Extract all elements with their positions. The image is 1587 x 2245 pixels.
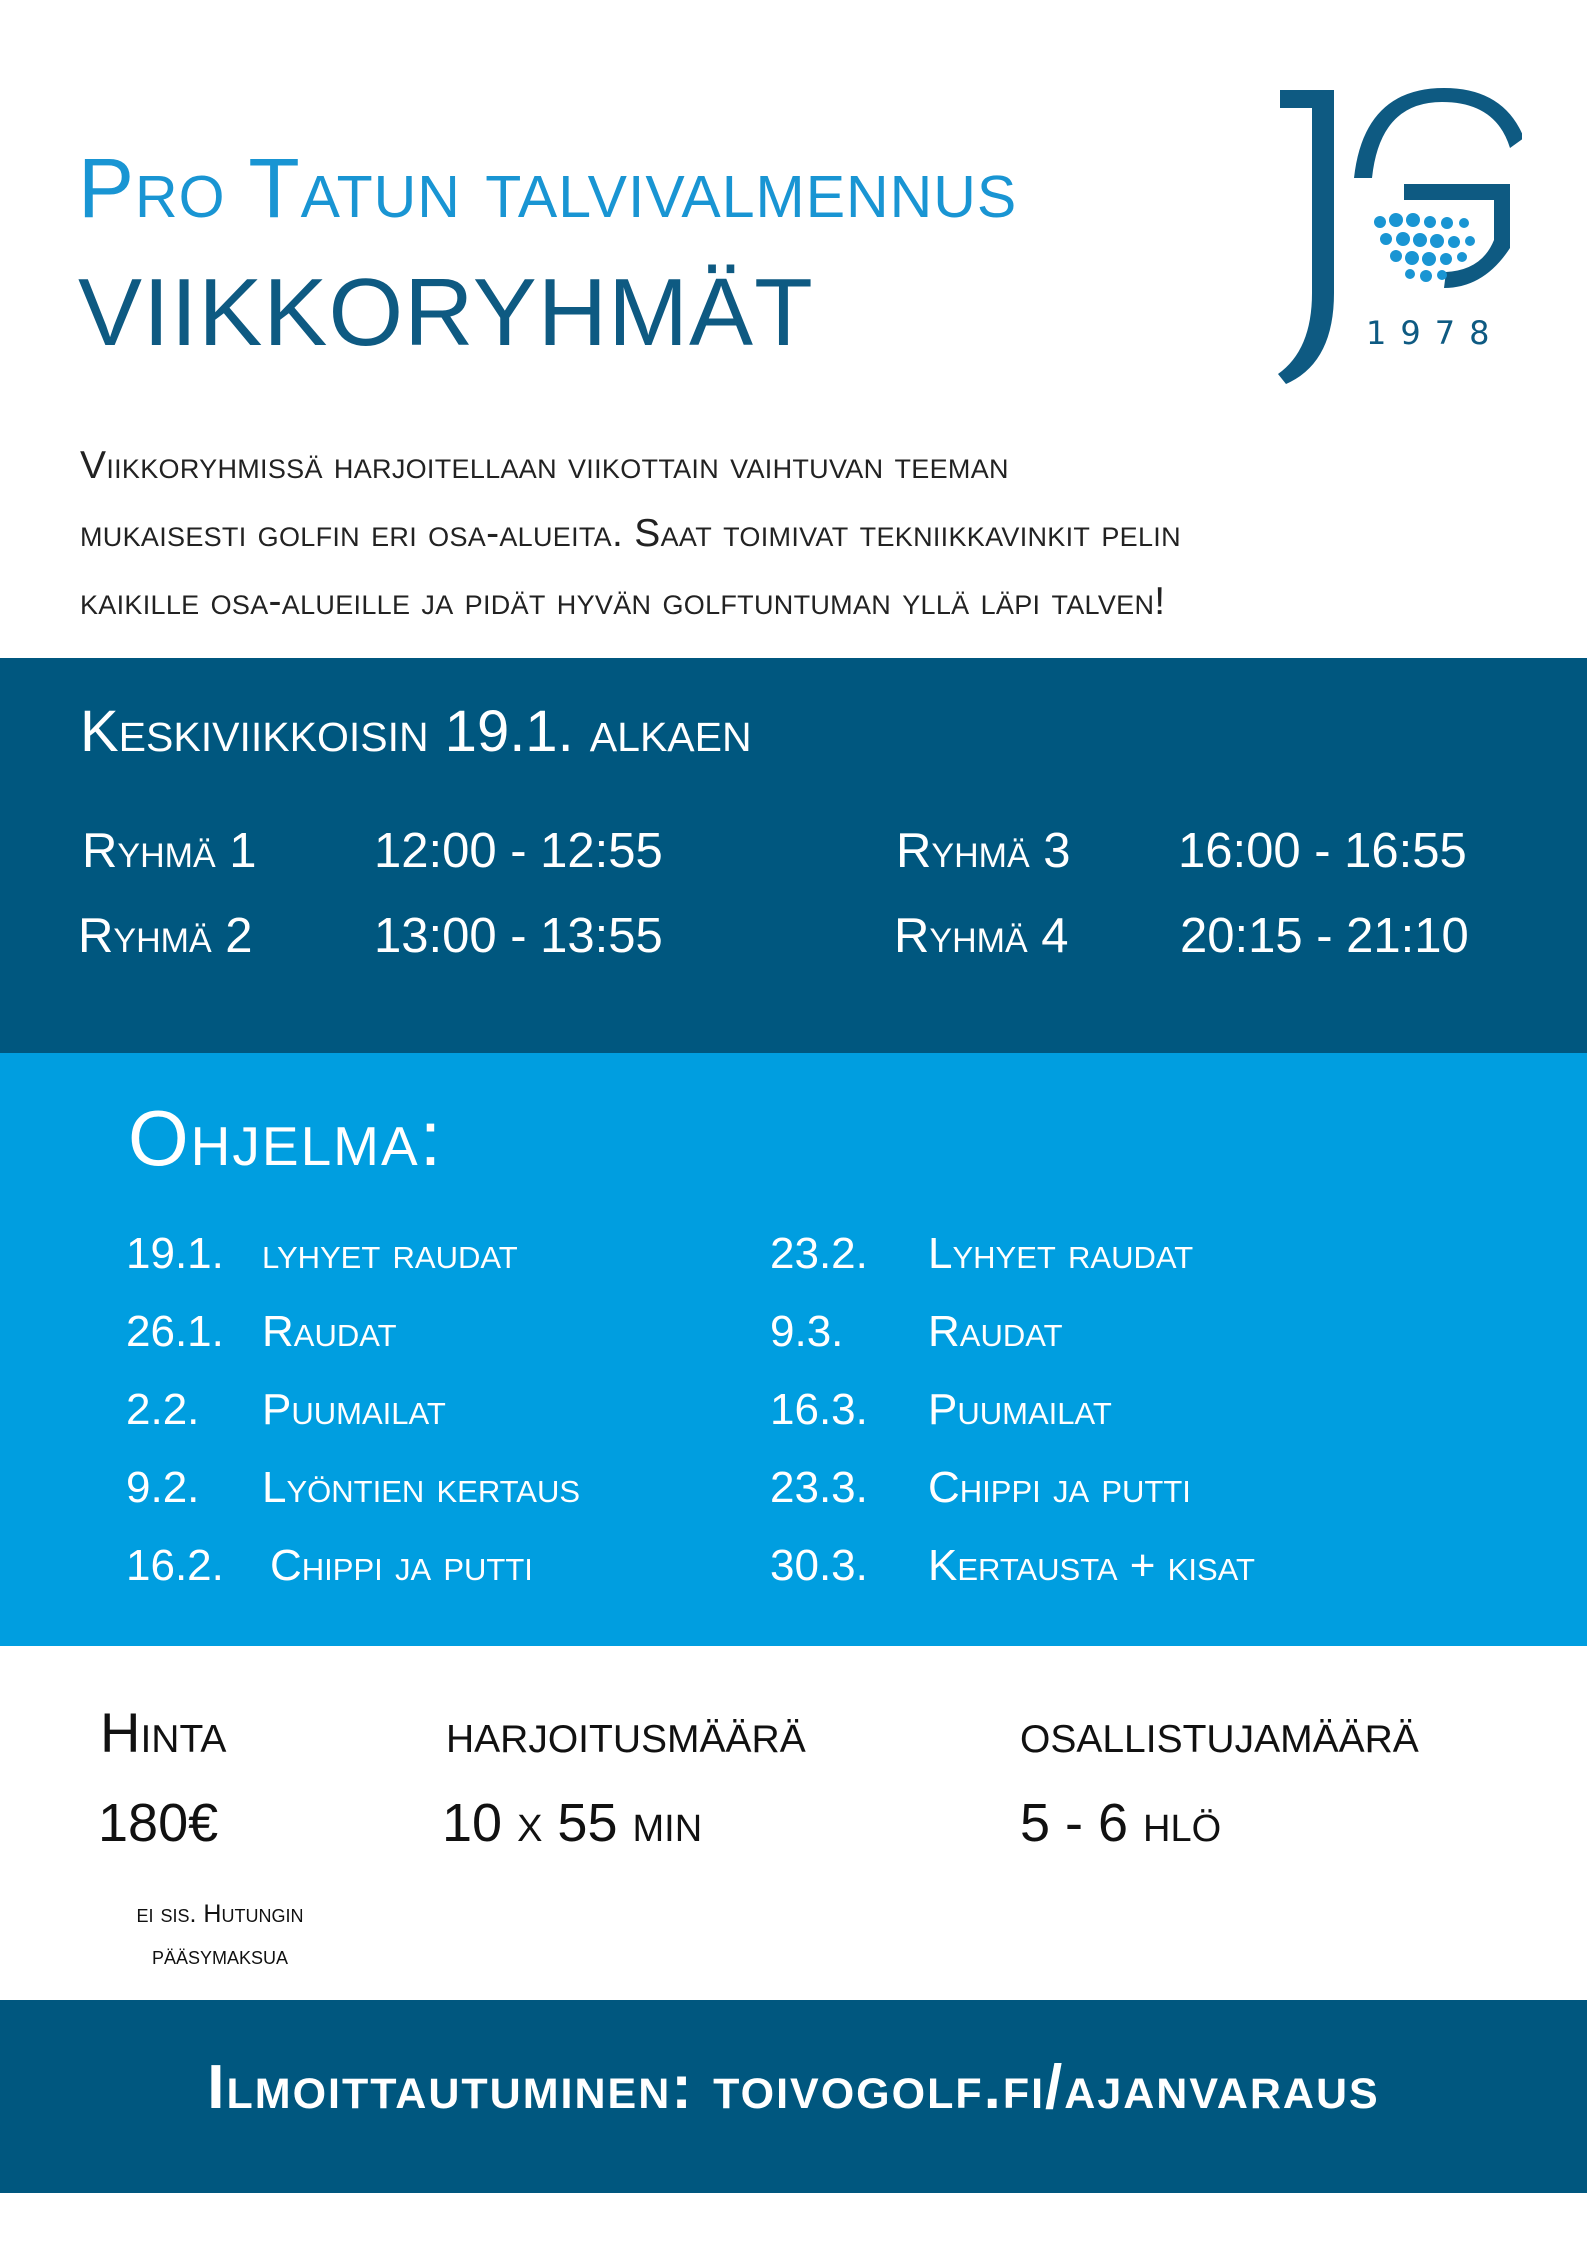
sessions-value: 10 x 55 min: [442, 1793, 703, 1853]
program-topic: Raudat: [262, 1307, 397, 1356]
program-topic: Lyhyet raudat: [928, 1229, 1194, 1278]
price-label: Hinta: [100, 1701, 227, 1764]
program-item: [770, 1463, 1410, 1519]
program-date: 23.2.: [770, 1229, 868, 1278]
program-date: 16.2.: [126, 1541, 224, 1590]
program-item: [770, 1541, 1410, 1597]
price-note: [100, 1893, 340, 1977]
program-item: [126, 1385, 766, 1441]
group-name: Ryhmä 2: [78, 909, 253, 963]
program-date: 2.2.: [126, 1385, 200, 1434]
program-topic: Puumailat: [262, 1385, 446, 1434]
program-topic: Raudat: [928, 1307, 1063, 1356]
program-date: 26.1.: [126, 1307, 224, 1356]
group-row: [78, 908, 778, 968]
program-topic: Lyöntien kertaus: [262, 1463, 581, 1512]
intro-text: [80, 432, 1520, 636]
program-topic: Chippi ja putti: [270, 1541, 533, 1590]
participants-label: osallistujamäärä: [1020, 1701, 1419, 1764]
logo-year: 1978: [1366, 314, 1504, 352]
program-date: 30.3.: [770, 1541, 868, 1590]
price-note-line: ei sis. Hutungin: [136, 1900, 304, 1928]
group-row: [896, 823, 1556, 883]
group-row: [894, 908, 1554, 968]
program-title: Ohjelma:: [128, 1094, 444, 1182]
group-name: Ryhmä 3: [896, 824, 1071, 878]
program-date: 23.3.: [770, 1463, 868, 1512]
intro-line: Viikkoryhmissä harjoitellaan viikottain vaihtuvan teeman: [80, 444, 1009, 487]
jg-golf-ball-logo: [1272, 88, 1522, 388]
group-name: Ryhmä 4: [894, 909, 1069, 963]
program-topic: Kertausta + kisat: [928, 1541, 1255, 1590]
registration-link[interactable]: Ilmoittautuminen: toivogolf.fi/ajanvaraus: [207, 2053, 1380, 2122]
program-item: [770, 1307, 1410, 1363]
program-topic: Chippi ja putti: [928, 1463, 1191, 1512]
registration-footer: [0, 2000, 1587, 2193]
sessions-label: harjoitusmäärä: [446, 1701, 806, 1764]
group-row: [82, 823, 782, 883]
program-date: 9.2.: [126, 1463, 200, 1512]
program-item: [126, 1229, 766, 1285]
program-date: 19.1.: [126, 1229, 224, 1278]
program-item: [126, 1307, 766, 1363]
program-date: 16.3.: [770, 1385, 868, 1434]
program-item: [126, 1463, 766, 1519]
logo-graphic: [1272, 88, 1522, 388]
program-item: [770, 1385, 1410, 1441]
intro-line: kaikille osa-alueille ja pidät hyvän golftuntuman yllä läpi talven!: [80, 580, 1166, 623]
group-time: 12:00 - 12:55: [374, 824, 663, 878]
title-line-1: Pro Tatun talvivalmennus: [78, 141, 1018, 235]
group-time: 20:15 - 21:10: [1180, 909, 1469, 963]
group-time: 16:00 - 16:55: [1178, 824, 1467, 878]
program-topic: lyhyet raudat: [262, 1229, 518, 1278]
program-date: 9.3.: [770, 1307, 844, 1356]
price-value: 180€: [98, 1793, 219, 1853]
program-topic: Puumailat: [928, 1385, 1112, 1434]
schedule-section: [0, 658, 1587, 1053]
program-section: [0, 1053, 1587, 1646]
intro-line: mukaisesti golfin eri osa-alueita. Saat toimivat tekniikkavinkit pelin: [80, 512, 1181, 555]
schedule-title: Keskiviikkoisin 19.1. alkaen: [80, 699, 752, 764]
page-title: VIIKKORYHMÄT: [78, 259, 814, 366]
price-note-line: pääsymaksua: [151, 1942, 289, 1970]
group-name: Ryhmä 1: [82, 824, 257, 878]
program-item: [126, 1541, 766, 1597]
participants-value: 5 - 6 hlö: [1020, 1793, 1222, 1853]
program-item: [770, 1229, 1410, 1285]
group-time: 13:00 - 13:55: [374, 909, 663, 963]
